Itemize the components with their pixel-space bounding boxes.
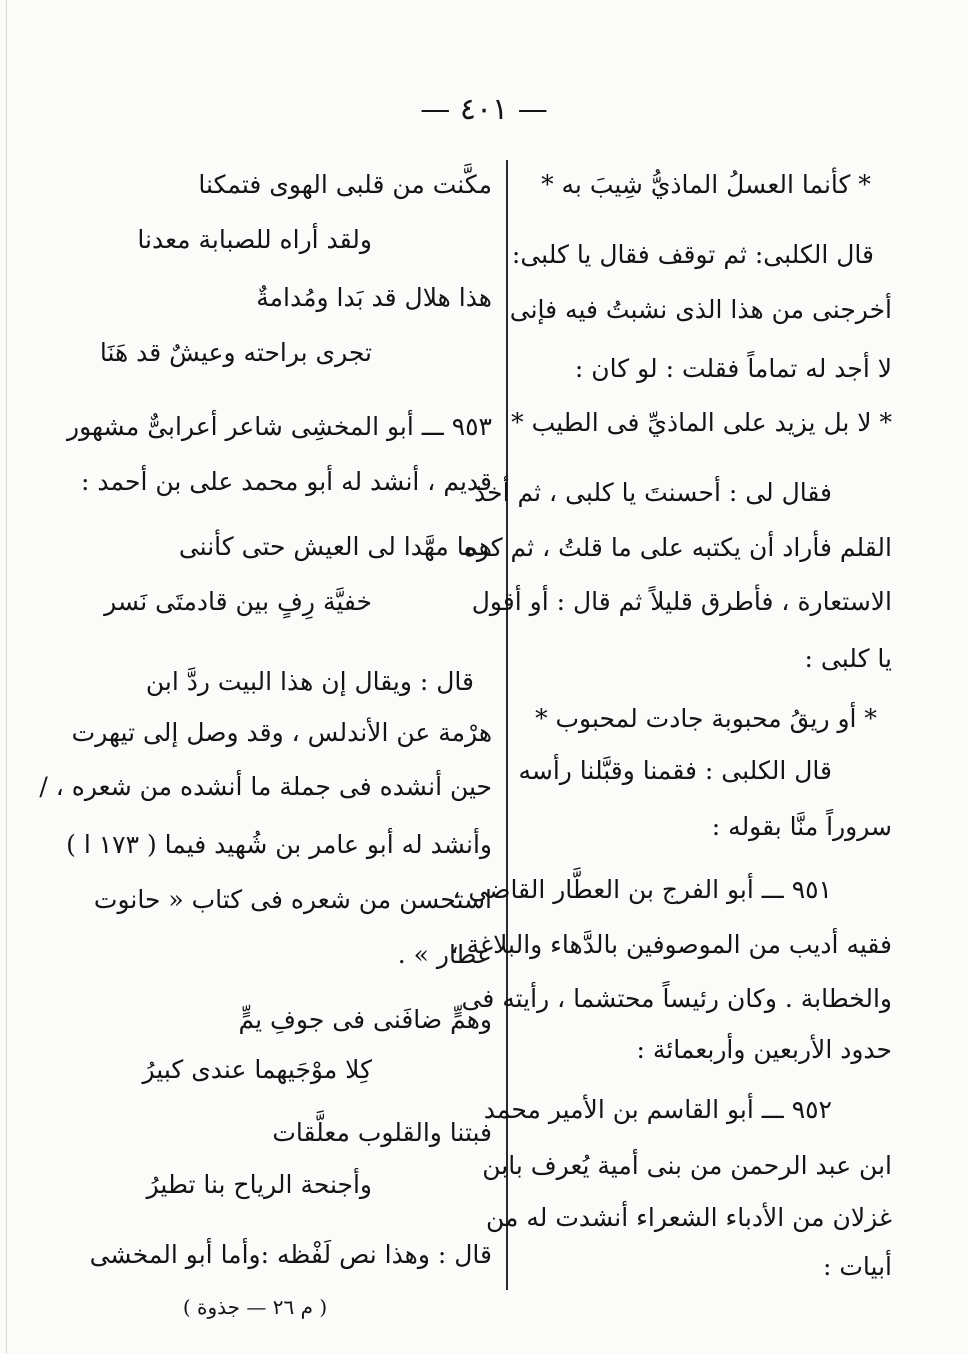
verse-line: فبتنا والقلوب معلَّقات (272, 1118, 492, 1147)
verse-line: * كأنما العسلُ الماذيُّ شِيبَ به * (541, 170, 871, 199)
entry-heading: ٩٥١ ـــ أبو الفرج بن العطَّار القاضى ، (452, 875, 832, 904)
prose-line: قديم ، أنشد له أبو محمد على بن أحمد : (81, 467, 492, 496)
entry-heading: ٩٥٢ ـــ أبو القاسم بن الأمير محمد (483, 1095, 832, 1124)
verse-line: خفيَّة رِفٍ بين قادمتَى نَسر (104, 587, 372, 616)
prose-line: سروراً منَّا بقوله : (711, 812, 892, 841)
prose-line: استحسن من شعره فى كتاب « حانوت (93, 885, 492, 914)
verse-line: * لا بل يزيد على الماذيِّ فى الطيب * (511, 408, 892, 437)
verse-line: هما مهَّدا لى العيش حتى كأننى (178, 532, 492, 561)
footer-signature: ( م ٢٦ — جذوة ) (182, 1295, 328, 1319)
verse-line: ولقد أراه للصبابة معدنا (137, 225, 372, 254)
prose-line: حين أنشده فى جملة ما أنشده من شعره ، / (39, 772, 492, 801)
page-edge-line (6, 0, 7, 1354)
verse-line: وهمٍّ ضافَنى فى جوفِ يمٍّ (238, 1005, 492, 1034)
verse-line: تجرى براحته وعيشٌ قد هَنَا (99, 338, 372, 367)
prose-line: أبيات : (823, 1252, 892, 1281)
prose-line: عطار » . (397, 940, 492, 969)
verse-line: هذا هلال قد بَدا ومُدامةٌ (256, 283, 492, 312)
prose-line: القلم فأراد أن يكتبه على ما قلتُ ، ثم كره (463, 533, 892, 562)
prose-line: قال : ويقال إن هذا البيت ردَّ ابن (145, 667, 474, 696)
verse-line: * أو ريقُ محبوبة جادت لمحبوب * (535, 704, 877, 733)
prose-line: وأنشد له أبو عامر بن شُهيد فيما ( ١٧٣ ا ) (66, 830, 492, 859)
prose-line: غزلان من الأدباء الشعراء أنشدت له من (486, 1203, 892, 1232)
prose-line: قال : وهذا نص لَفْظه :وأما أبو المخشى (89, 1240, 492, 1269)
prose-line: أخرجنى من هذا الذى نشبتُ فيه فإنى (509, 295, 892, 324)
entry-heading: ٩٥٣ ـــ أبو المخشِى شاعر أعرابىٌّ مشهور (67, 412, 492, 441)
prose-line: والخطابة . وكان رئيساً محتشما ، رأيته فى (461, 984, 892, 1013)
prose-line: الاستعارة ، فأطرق قليلاً ثم قال : أو أقول (471, 587, 892, 616)
verse-line: كِلا موْجَيهما عندى كبيرُ (142, 1055, 372, 1084)
prose-line: هرْمة عن الأندلس ، وقد وصل إلى تيهرت (71, 718, 492, 747)
page-number: — ٤٠١ — (420, 92, 548, 127)
prose-line: ابن عبد الرحمن من بنى أمية يُعرف بابن (482, 1151, 892, 1180)
verse-line: وأجنحة الرياح بنا تطيرُ (146, 1170, 372, 1199)
verse-line: مكَّنت من قلبى الهوى فتمكنا (198, 170, 492, 199)
prose-line: حدود الأربعين وأربعمائة : (636, 1035, 892, 1064)
prose-line: لا أجد له تماماً فقلت : لو كان : (574, 354, 892, 383)
prose-line: فقيه أديب من الموصوفين بالدَّهاء والبلاغة ، (450, 930, 892, 959)
prose-line: فقال لى : أحسنتَ يا كلبى ، ثم أخذ (474, 478, 832, 507)
prose-line: قال الكلبى: ثم توقف فقال يا كلبى: (511, 240, 874, 269)
prose-line: قال الكلبى : فقمنا وقبَّلنا رأسه (518, 756, 832, 785)
prose-line: يا كلبى : (804, 644, 892, 673)
